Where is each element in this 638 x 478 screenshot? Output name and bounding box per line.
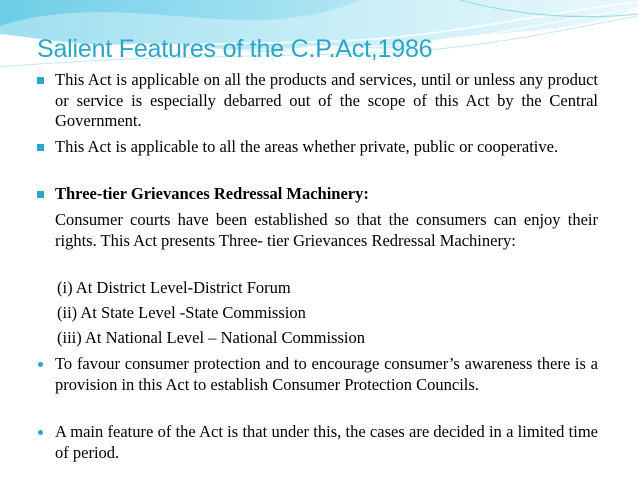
square-bullet-icon <box>37 144 44 151</box>
bullet-text: A main feature of the Act is that under this, the cases are decided in a limited time of period. <box>55 422 598 462</box>
level-item: (iii) At National Level – National Commission <box>57 328 365 347</box>
bullet-item <box>55 354 598 395</box>
level-item: (i) At District Level-District Forum <box>57 278 291 297</box>
section-heading: Three-tier Grievances Redressal Machinery: <box>55 184 369 203</box>
round-bullet-icon <box>38 362 43 367</box>
bullet-item-heading <box>55 184 598 205</box>
body-paragraph: Consumer courts have been established so that the consumers can enjoy their rights. This Act presents Three- tier Grievances Redressal Machinery: <box>55 210 598 250</box>
bullet-item <box>55 70 598 132</box>
bullet-item <box>55 422 598 463</box>
bullet-text: This Act is applicable on all the products and services, until or unless any product or service is especially debarred out of the scope of this Act by the Central Government. <box>55 70 598 130</box>
slide-title: Salient Features of the C.P.Act,1986 <box>37 35 433 63</box>
square-bullet-icon <box>37 191 44 198</box>
bullet-text: This Act is applicable to all the areas whether private, public or cooperative. <box>55 137 559 156</box>
level-item: (ii) At State Level -State Commission <box>57 303 306 322</box>
bullet-text: To favour consumer protection and to encourage consumer’s awareness there is a provision in this Act to establish Consumer Protection Councils. <box>55 354 598 394</box>
square-bullet-icon <box>37 77 44 84</box>
round-bullet-icon <box>38 430 43 435</box>
bullet-item <box>55 137 598 158</box>
